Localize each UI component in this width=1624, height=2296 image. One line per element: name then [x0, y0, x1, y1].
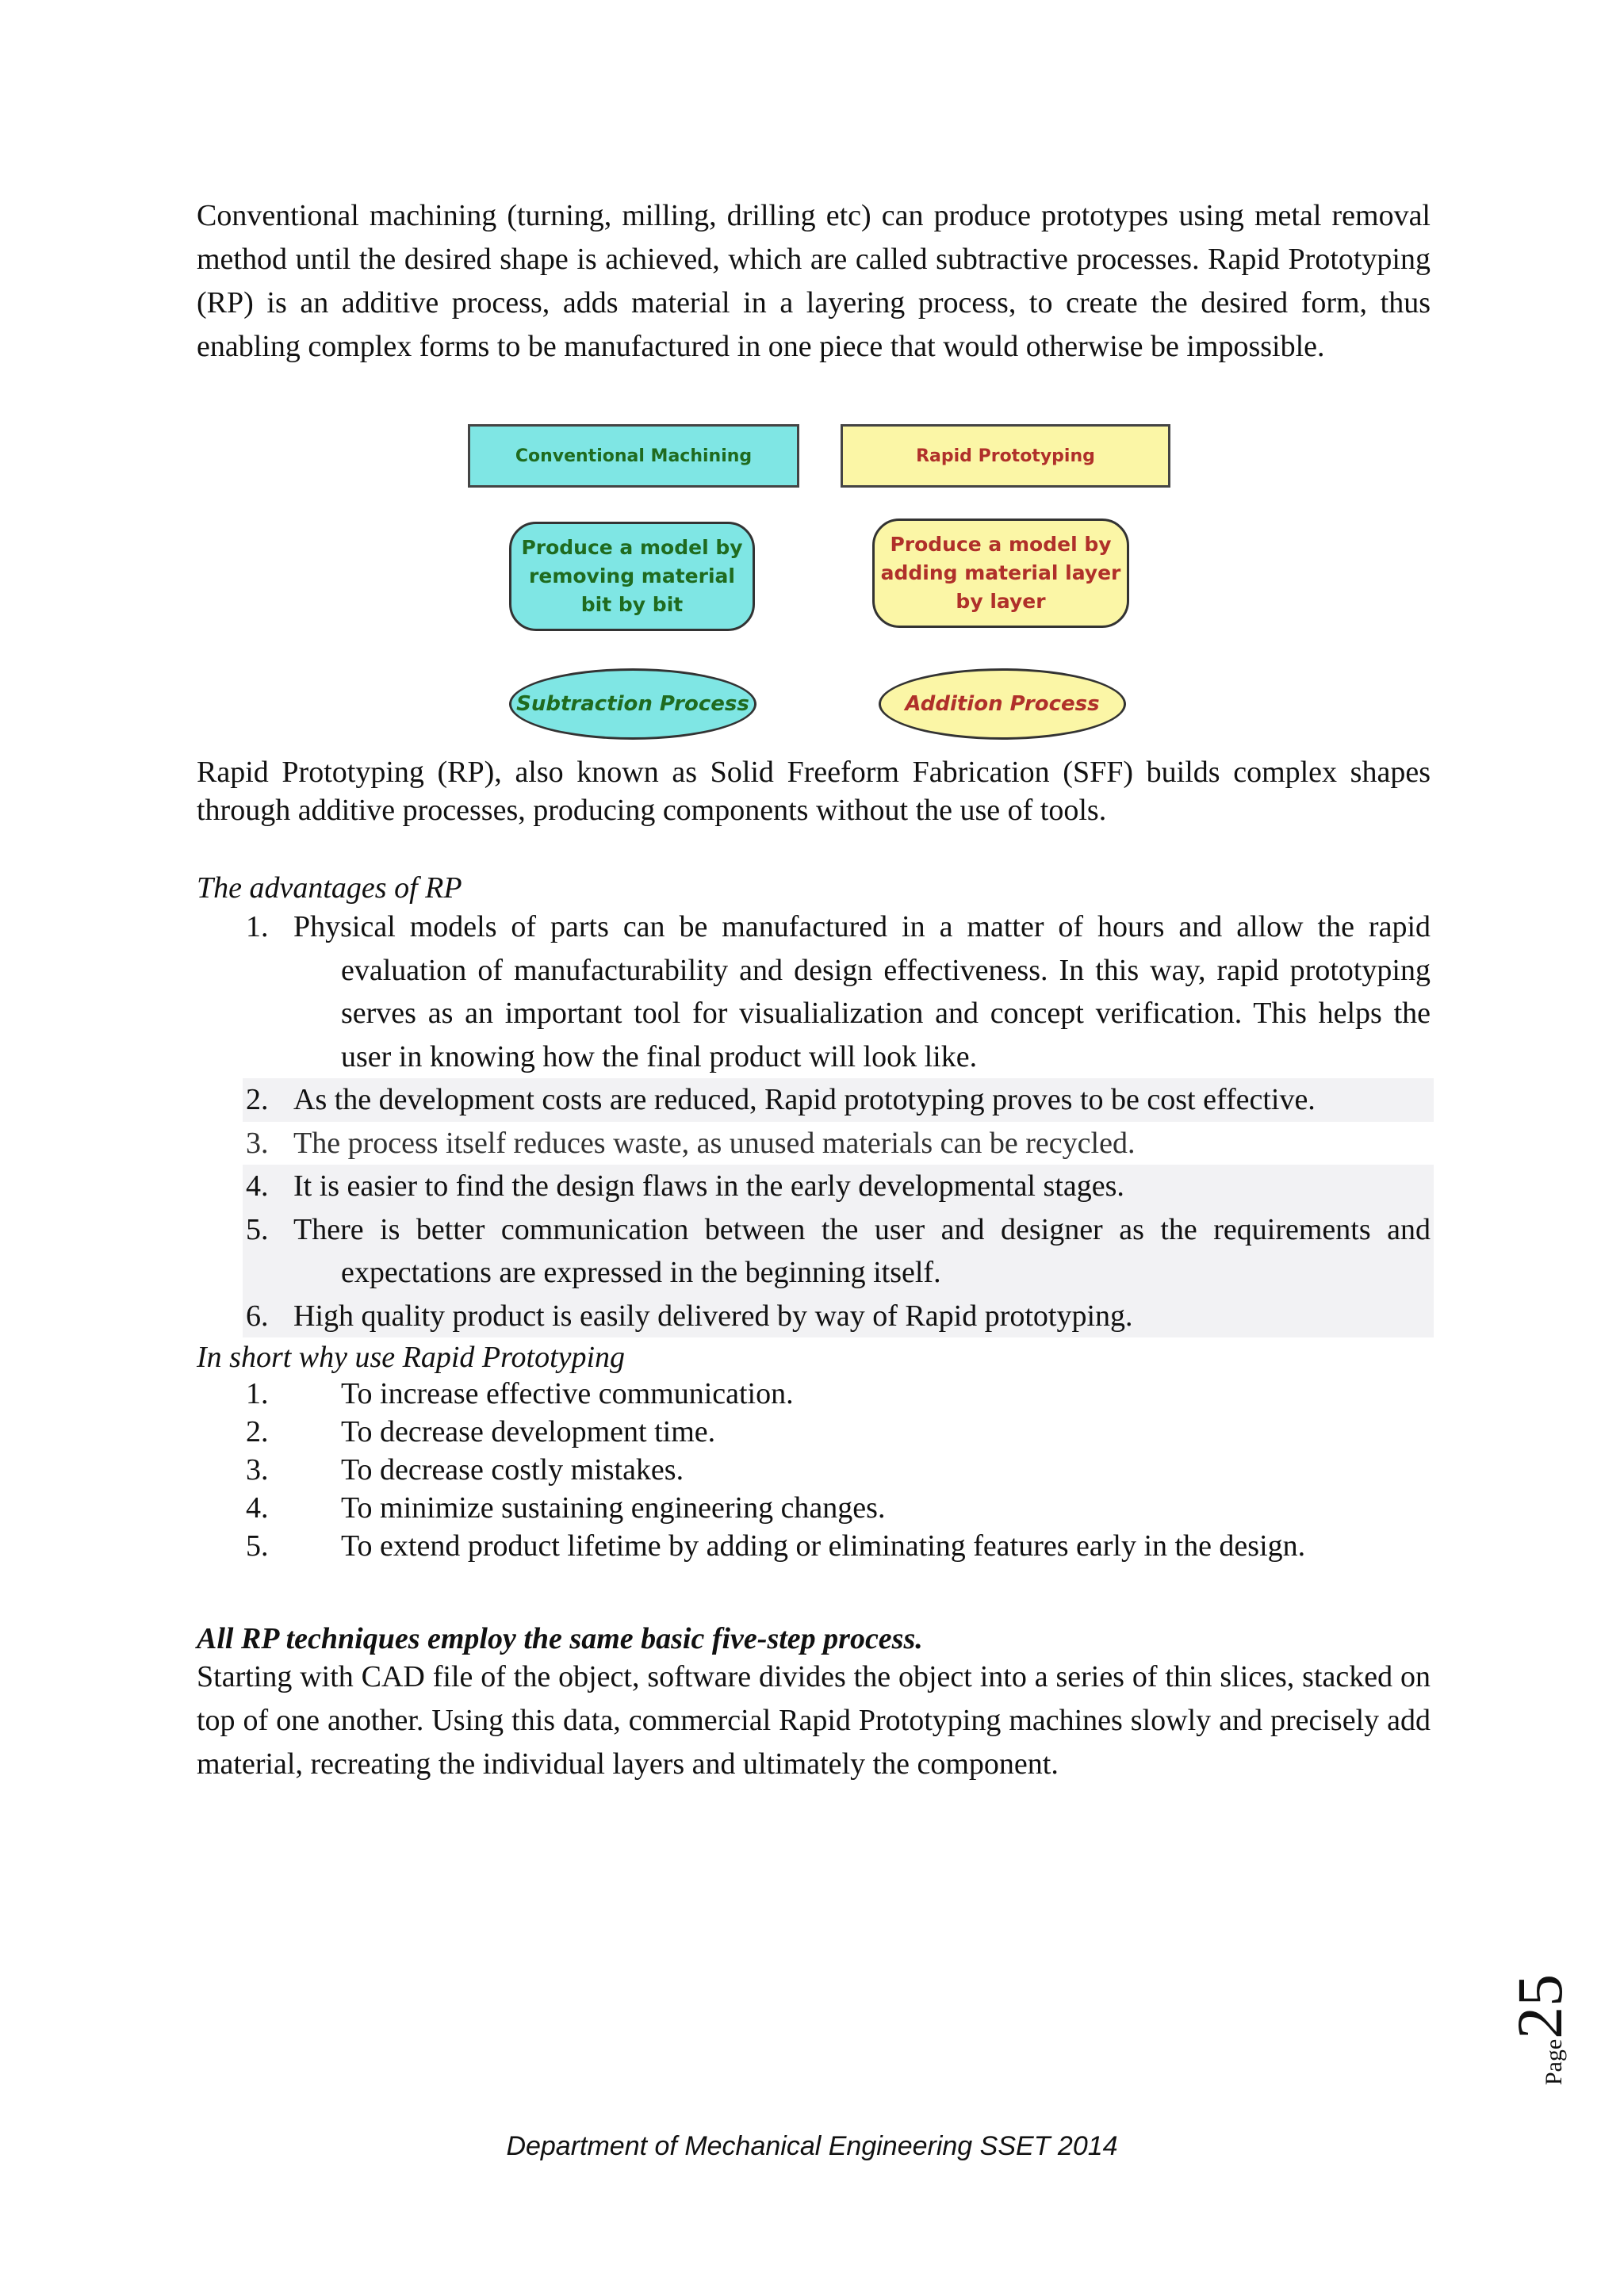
rapid-method-box: Produce a model by adding material layer by layer: [872, 519, 1129, 628]
advantage-text: High quality product is easily delivered by way of Rapid prototyping.: [293, 1299, 1133, 1333]
advantage-item: [243, 905, 1434, 1078]
short-list-text: To minimize sustaining engineering changes.: [341, 1491, 886, 1525]
advantage-item: [243, 1122, 1434, 1165]
advantage-text: There is better communication between the user and designer as the requirements and expectations are expressed in the beginning itself.: [293, 1212, 1431, 1289]
subtraction-process-ellipse: Subtraction Process: [509, 668, 756, 740]
short-list-number: 2.: [246, 1415, 269, 1448]
sff-paragraph: Rapid Prototyping (RP), also known as Solid Freeform Fabrication (SFF) builds complex shapes through additive processes, producing components without the use of tools.: [197, 756, 1431, 827]
short-list-number: 3.: [246, 1453, 269, 1487]
short-list-number: 4.: [246, 1491, 269, 1525]
short-list-item: [243, 1527, 1305, 1565]
advantage-number: 5.: [246, 1212, 269, 1246]
advantage-number: 1.: [246, 910, 269, 943]
advantage-item: [243, 1078, 1434, 1122]
advantage-item: [243, 1208, 1434, 1295]
intro-paragraph: Conventional machining (turning, milling, drilling etc) can produce prototypes using metal removal method until the desired shape is achieved, which are called subtractive processes. Rapid Prototyping (RP) is an additive process, adds material in a layering process, to create the desired form, thus enabling complex forms to be manufactured in one piece that would otherwise be impossible.: [197, 199, 1431, 363]
short-list-text: To increase effective communication.: [341, 1377, 794, 1410]
short-list-number: 1.: [246, 1377, 269, 1410]
page-number: [1503, 1966, 1576, 2093]
short-list-item: [243, 1451, 1305, 1489]
advantages-heading: The advantages of RP: [197, 871, 462, 905]
addition-process-ellipse: Addition Process: [879, 668, 1126, 740]
advantage-number: 3.: [246, 1126, 269, 1160]
short-list-item: [243, 1413, 1305, 1451]
short-list-item: [243, 1375, 1305, 1413]
short-list-text: To decrease development time.: [341, 1415, 716, 1448]
advantage-number: 2.: [246, 1083, 269, 1116]
short-list-number: 5.: [246, 1529, 269, 1563]
short-list-text: To decrease costly mistakes.: [341, 1453, 684, 1487]
advantage-text: It is easier to find the design flaws in the early developmental stages.: [293, 1169, 1124, 1203]
short-list-text: To extend product lifetime by adding or eliminating features early in the design.: [341, 1529, 1306, 1563]
advantage-item: [243, 1165, 1434, 1208]
process-comparison-diagram: [460, 420, 1174, 745]
five-step-paragraph: Starting with CAD file of the object, software divides the object into a series of thin slices, stacked on top of one another. Using this data, commercial Rapid Prototyping machines slowly and precisely add material, recreating the individual layers and ultimately the component.: [197, 1660, 1431, 1781]
advantage-item: [243, 1295, 1434, 1338]
rapid-prototyping-header: Rapid Prototyping: [841, 424, 1170, 488]
short-heading: In short why use Rapid Prototyping: [197, 1341, 626, 1374]
conventional-machining-header: Conventional Machining: [468, 424, 799, 488]
advantage-text: The process itself reduces waste, as unused materials can be recycled.: [293, 1126, 1136, 1160]
advantages-list: [197, 905, 1434, 1337]
page-number-value: 25: [1503, 1973, 1576, 2039]
advantage-text: Physical models of parts can be manufactured in a matter of hours and allow the rapid evaluation of manufacturability and design effectiveness. In this way, rapid prototyping serves as an important tool for visualialization and concept verification. This helps the user in knowing how the final product will look like.: [293, 910, 1431, 1073]
page-label: Page: [1541, 2038, 1567, 2086]
short-reasons-list: [197, 1375, 1305, 1565]
conventional-method-box: Produce a model by removing material bit by bit: [509, 522, 755, 631]
five-step-heading: All RP techniques employ the same basic five-step process.: [197, 1622, 923, 1655]
footer: Department of Mechanical Engineering SSET 2014: [506, 2131, 1118, 2161]
short-list-item: [243, 1489, 1305, 1527]
advantage-text: As the development costs are reduced, Rapid prototyping proves to be cost effective.: [293, 1083, 1316, 1116]
advantage-number: 4.: [246, 1169, 269, 1203]
advantage-number: 6.: [246, 1299, 269, 1333]
